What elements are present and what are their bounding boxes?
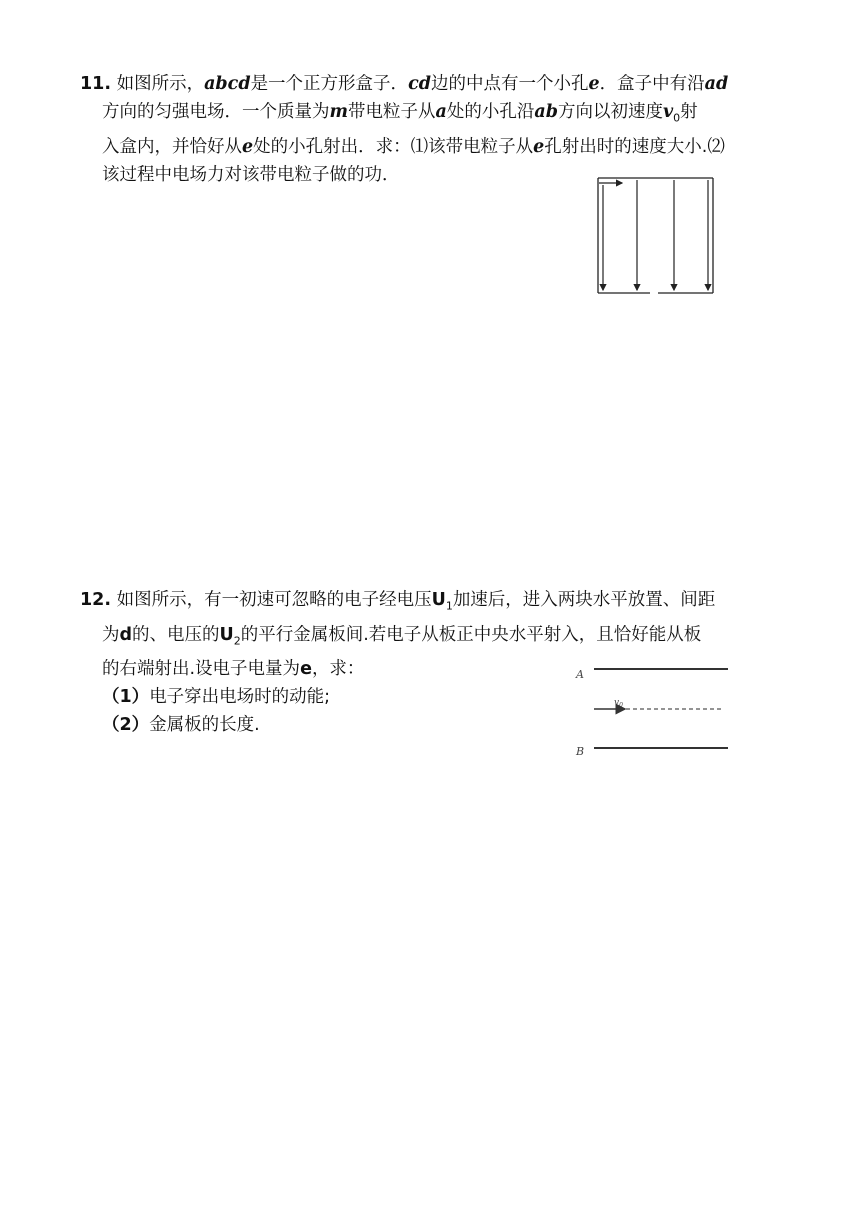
q11-text: 带电粒子从	[348, 102, 436, 122]
q11-var-abcd: abcd	[204, 74, 251, 94]
q11-text: 入盒内，并恰好从	[102, 136, 242, 157]
q12-var-d: d	[119, 624, 133, 645]
q11-var-v0: v	[662, 102, 674, 122]
q11-line-2	[80, 98, 795, 133]
q11-line-4: 该过程中电场力对该带电粒子做的功．	[102, 164, 400, 185]
q11-var-ab: ab	[534, 102, 558, 122]
q11-box-figure	[596, 175, 716, 297]
q12-subscript-1: 1	[445, 599, 453, 613]
plate-a-label: A	[576, 668, 584, 681]
q12-plates-figure	[570, 660, 740, 760]
q11-text: 处的小孔沿	[446, 102, 535, 122]
q11-text: ．盒子中有沿	[599, 74, 705, 94]
q11-var-e: e	[588, 74, 600, 94]
q11-text: 射	[680, 102, 698, 122]
q12-sub-text: 电子穿出电场时的动能;	[149, 687, 331, 707]
q11-text: 孔射出时的速度大小.⑵	[544, 136, 725, 157]
q11-var-ad: ad	[704, 74, 729, 94]
q12-text: ，求：	[311, 659, 365, 679]
q12-subscript-2: 2	[233, 634, 241, 647]
q11-text: 处的小孔射出．求：⑴该带电粒子从	[253, 136, 534, 157]
q11-number: 11.	[80, 74, 112, 94]
q12-sub-number: （1）	[102, 687, 150, 707]
q11-var-e: e	[242, 136, 254, 157]
q11-var-m: m	[329, 102, 349, 122]
q12-sub-text: 金属板的长度.	[149, 715, 260, 735]
q11-line-1	[80, 70, 795, 98]
q12-text: 的平行金属板间.若电子从板正中央水平射入，且恰好能从板	[240, 624, 702, 645]
q12-text: 的右端射出.设电子电量为	[102, 659, 301, 679]
q12-number: 12.	[80, 590, 112, 610]
q12-line-2	[80, 621, 795, 656]
q12-text: 的、电压的	[132, 624, 220, 645]
q12-text: 为	[102, 624, 120, 645]
q11-line-3	[80, 133, 795, 161]
q11-var-e: e	[533, 136, 545, 157]
q12-line-1	[80, 586, 795, 621]
q11-var-a: a	[435, 102, 447, 122]
q11-subscript-0: 0	[673, 111, 681, 125]
plate-b-label: B	[576, 745, 585, 758]
q11-var-cd: cd	[408, 74, 431, 94]
q12-text: 如图所示，有一初速可忽略的电子经电压	[116, 590, 432, 610]
v0-label: $v_0$	[614, 698, 623, 709]
q12-var-e: e	[300, 659, 312, 679]
q12-text: 加速后，进入两块水平放置、间距	[452, 590, 716, 610]
question-11	[80, 70, 795, 189]
q11-text: 如图所示，	[116, 74, 205, 94]
q12-var-u1: U	[431, 590, 446, 610]
q11-text: 方向以初速度	[557, 102, 663, 122]
q11-text: 方向的匀强电场．一个质量为	[102, 102, 330, 122]
q11-text: 边的中点有一个小孔	[430, 74, 589, 94]
q12-var-u2: U	[219, 624, 234, 645]
q12-sub-number: （2）	[102, 715, 150, 735]
q11-text: 是一个正方形盒子．	[250, 74, 409, 94]
